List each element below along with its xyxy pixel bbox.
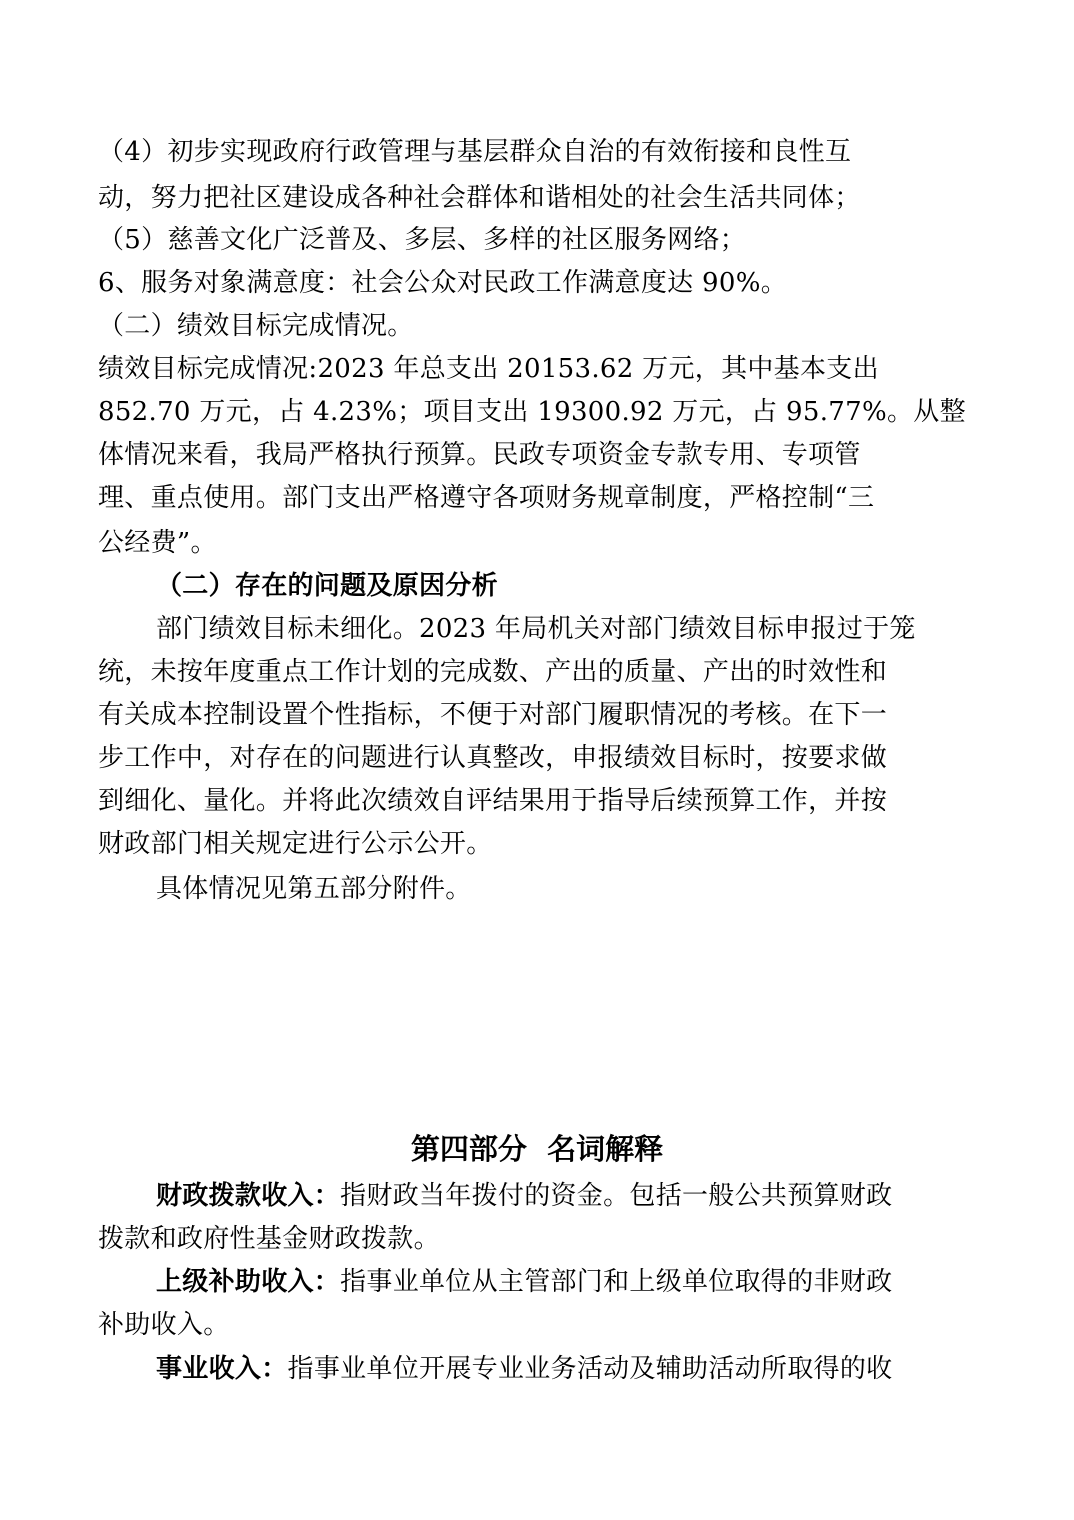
term-definition xyxy=(156,1352,892,1386)
text-line: （二）绩效目标完成情况。 xyxy=(98,311,414,341)
text-line: 理、重点使用。部门支出严格遵守各项财务规章制度，严格控制“三 xyxy=(98,483,875,513)
text-line: 公经费”。 xyxy=(98,528,217,558)
text-line: 拨款和政府性基金财政拨款。 xyxy=(98,1224,440,1254)
term-label: 财政拨款收入： xyxy=(156,1181,341,1211)
term-text: 指财政当年拨付的资金。包括一般公共预算财政 xyxy=(340,1181,893,1211)
text-line: 体情况来看，我局严格执行预算。民政专项资金专款专用、专项管 xyxy=(98,440,861,470)
text-line: 动，努力把社区建设成各种社会群体和谐相处的社会生活共同体； xyxy=(98,183,861,213)
text-line: （4）初步实现政府行政管理与基层群众自治的有效衔接和良性互 xyxy=(98,137,852,167)
part-title: 第四部分 名词解释 xyxy=(410,1132,664,1166)
term-label: 上级补助收入： xyxy=(156,1267,341,1297)
text-line: 部门绩效目标未细化。2023 年局机关对部门绩效目标申报过于笼 xyxy=(156,614,916,644)
text-line: 绩效目标完成情况:2023 年总支出 20153.62 万元，其中基本支出 xyxy=(98,354,879,384)
text-line: 补助收入。 xyxy=(98,1310,230,1340)
text-line: 有关成本控制设置个性指标，不便于对部门履职情况的考核。在下一 xyxy=(98,700,888,730)
text-line: 852.70 万元，占 4.23%；项目支出 19300.92 万元，占 95.77%。从整 xyxy=(98,397,966,427)
text-line: 财政部门相关规定进行公示公开。 xyxy=(98,829,493,859)
text-line: 到细化、量化。并将此次绩效自评结果用于指导后续预算工作，并按 xyxy=(98,786,888,816)
text-line: 步工作中，对存在的问题进行认真整改，申报绩效目标时，按要求做 xyxy=(98,743,888,773)
term-text: 指事业单位开展专业业务活动及辅助活动所取得的收 xyxy=(287,1354,893,1384)
text-line: 具体情况见第五部分附件。 xyxy=(156,874,472,904)
term-label: 事业收入： xyxy=(156,1354,288,1384)
term-definition xyxy=(156,1179,892,1213)
text-line: 统，未按年度重点工作计划的完成数、产出的质量、产出的时效性和 xyxy=(98,657,888,687)
text-line: 6、服务对象满意度：社会公众对民政工作满意度达 90%。 xyxy=(98,268,787,298)
term-text: 指事业单位从主管部门和上级单位取得的非财政 xyxy=(340,1267,893,1297)
section-heading: （二）存在的问题及原因分析 xyxy=(156,571,498,601)
text-line: （5）慈善文化广泛普及、多层、多样的社区服务网络； xyxy=(98,225,747,255)
term-definition xyxy=(156,1265,892,1299)
